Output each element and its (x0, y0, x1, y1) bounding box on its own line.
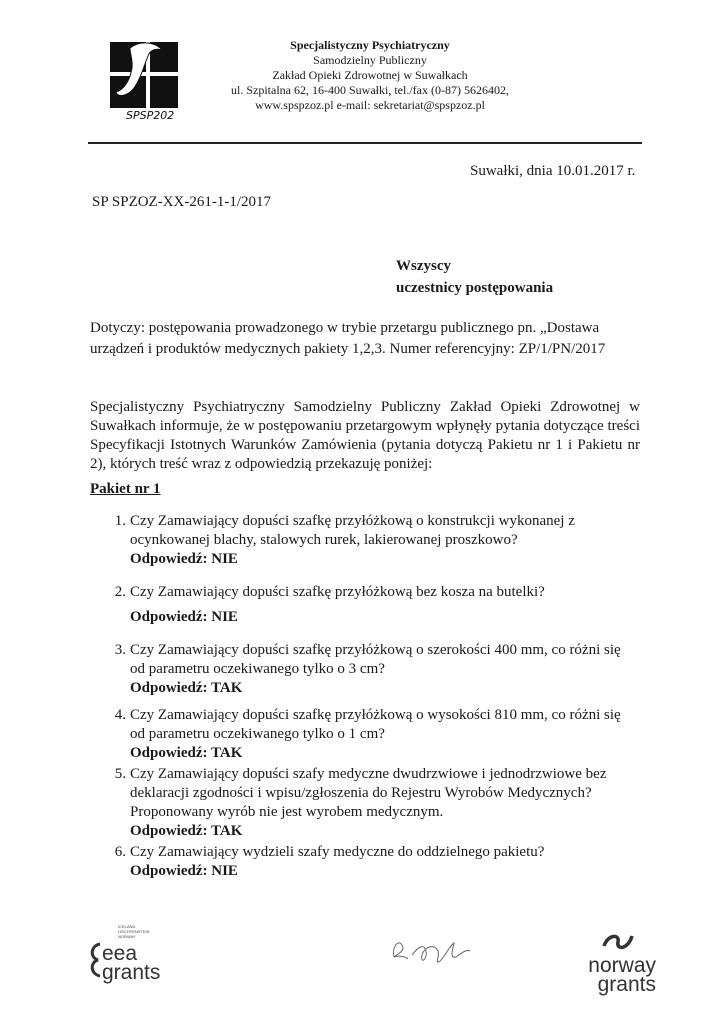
eea-country: ICELAND (118, 924, 136, 929)
question-text: Czy Zamawiający wydzieli szafy medyczne do oddzielnego pakietu? (130, 844, 545, 860)
norway-wordmark (580, 956, 656, 994)
eea-wordmark (102, 944, 160, 982)
answer-value: TAK (211, 680, 243, 696)
question-number: 4. (114, 707, 126, 723)
addressee-line1: Wszyscy (396, 258, 451, 274)
answer-label: Odpowiedź: (130, 609, 208, 625)
answer-value: TAK (211, 745, 243, 761)
question-item (106, 843, 636, 881)
answer-label: Odpowiedź: (130, 745, 208, 761)
addressee (396, 255, 553, 299)
answer-label: Odpowiedź: (130, 551, 208, 567)
org-header (210, 38, 530, 113)
org-line2: Samodzielny Publiczny (313, 53, 427, 67)
answer-label: Odpowiedź: (130, 863, 208, 879)
section-title: Pakiet nr 1 (90, 481, 161, 497)
addressee-line2: uczestnicy postępowania (396, 280, 554, 296)
eea-word: eea (102, 942, 138, 965)
document-date: Suwałki, dnia 10.01.2017 r. (470, 163, 636, 179)
org-name: Specjalistyczny Psychiatryczny (290, 38, 450, 52)
question-item (106, 512, 636, 569)
org-line3: Zakład Opieki Zdrowotnej w Suwałkach (272, 68, 468, 82)
question-item (106, 641, 636, 698)
grants-word: grants (597, 973, 656, 996)
question-number: 6. (114, 844, 126, 860)
question-text: Czy Zamawiający dopuści szafkę przyłóżkową o wysokości 810 mm, co różni się od parametru oczekiwanego tylko o 1 cm? (130, 707, 621, 742)
question-number: 5. (114, 766, 126, 782)
question-item (106, 765, 636, 841)
intro-paragraph: Specjalistyczny Psychiatryczny Samodzielny Publiczny Zakład Opieki Zdrowotnej w Suwałkach informuje, że w postępowaniu przetargowym wpłynęły pytania dotyczące treści Specyfikacji Istotnych Warunków Zamówienia (pytania dotyczą Pakietu nr 1 i Pakietu nr 2), których treść wraz z odpowiedzią przekazuję poniżej: (90, 399, 640, 472)
eea-grants-logo (88, 924, 198, 984)
answer-label: Odpowiedź: (130, 680, 208, 696)
answer-value: NIE (211, 551, 238, 567)
eea-country: LIECHTENSTEIN (118, 929, 150, 934)
grants-word: grants (102, 961, 161, 984)
answer-label: Odpowiedź: (130, 823, 208, 839)
question-item (106, 583, 636, 627)
question-text: Czy Zamawiający dopuści szafkę przyłóżkową o szerokości 400 mm, co różni się od parametru oczekiwanego tylko o 3 cm? (130, 642, 621, 677)
header-divider (88, 142, 642, 144)
eea-swirl-icon (88, 940, 102, 980)
eea-country: NORWAY (118, 934, 136, 939)
norway-swirl-icon (600, 930, 636, 952)
subject: Dotyczy: postępowania prowadzonego w trybie przetargu publicznego pn. „Dostawa urządzeń i produktów medycznych pakiety 1,2,3. Numer referencyjny: ZP/1/PN/2017 (90, 320, 606, 357)
org-web: www.spspzoz.pl e-mail: sekretariat@spspzoz.pl (255, 98, 485, 112)
answer-value: NIE (211, 863, 238, 879)
answer (130, 550, 636, 569)
question-text: Czy Zamawiający dopuści szafkę przyłóżkową bez kosza na butelki? (130, 584, 545, 600)
norway-grants-logo (570, 930, 660, 994)
question-text: Czy Zamawiający dopuści szafy medyczne dwudrzwiowe i jednodrzwiowe bez deklaracji zgodności i wpisu/zgłoszenia do Rejestru Wyrobów Medycznych? Proponowany wyrób nie jest wyrobem medycznym. (130, 766, 607, 820)
answer (130, 608, 636, 627)
reference-number: SP SPZOZ-XX-261-1-1/2017 (92, 194, 272, 210)
handwritten-signature (380, 925, 490, 975)
question-number: 3. (114, 642, 126, 658)
hospital-logo (100, 36, 200, 126)
question-number: 2. (114, 584, 126, 600)
answer-value: NIE (211, 609, 238, 625)
eea-countries (118, 924, 150, 939)
logo-text: SPSP202 (126, 109, 175, 122)
answer (130, 679, 636, 698)
answer (130, 744, 636, 763)
question-item (106, 706, 636, 763)
question-number: 1. (114, 513, 126, 529)
question-text: Czy Zamawiający dopuści szafkę przyłóżkową o konstrukcji wykonanej z ocynkowanej blachy, stalowych rurek, lakierowanej proszkowo? (130, 513, 575, 548)
answer (130, 862, 636, 881)
org-address: ul. Szpitalna 62, 16-400 Suwałki, tel./fax (0-87) 5626402, (231, 83, 509, 97)
norway-word: norway (588, 954, 656, 977)
answer-value: TAK (211, 823, 243, 839)
answer (130, 822, 636, 841)
